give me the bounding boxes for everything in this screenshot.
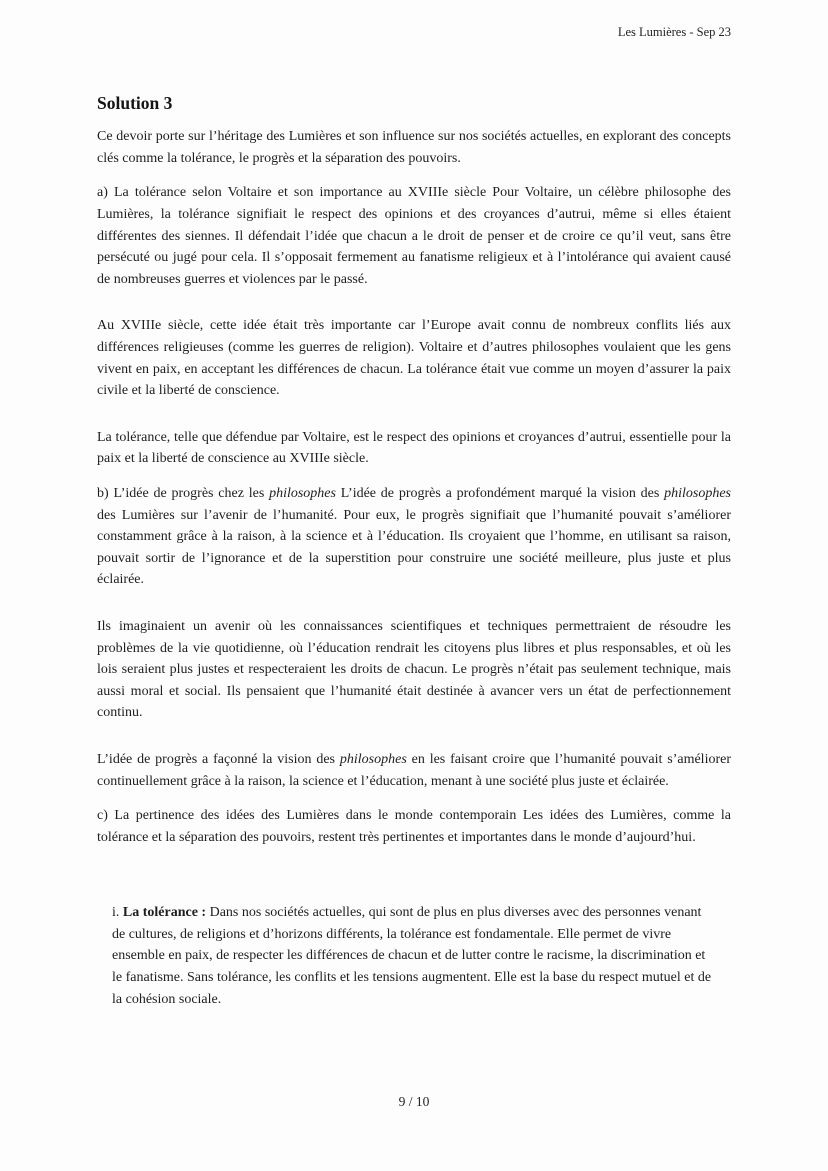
- paragraph-text: La tolérance :: [122, 905, 207, 921]
- document-content: [97, 94, 731, 1010]
- paragraph: [97, 427, 731, 470]
- paragraph-text: a) La tolérance selon Voltaire et son importance au XVIIIe siècle Pour Voltaire, un célèbre philosophe des Lumières, la tolérance signifiait le respect des opinions et des croyances d’autrui, même si elles étaient différentes des siennes. Il défendait l’idée que chacun a le droit de penser et de croire ce qu’il veut, sans être persécuté ou jugé pour cela. Il s’opposait fermement au fanatisme religieux et à l’intolérance qui avaient causé de nombreuses guerres et violences par le passé.: [97, 185, 731, 287]
- paragraph-text: en les faisant croire que l’humanité pouvait s’améliorer continuellement grâce à la raison, la science et l’éducation, menant à une société plus juste et éclairée.: [97, 751, 731, 789]
- page-header: [618, 24, 731, 40]
- paragraph: [97, 126, 731, 169]
- paragraph-text: La tolérance, telle que défendue par Voltaire, est le respect des opinions et croyances d’autrui, essentielle pour la paix et la liberté de conscience au XVIIIe siècle.: [97, 429, 731, 467]
- header-text: Les Lumières - Sep 23: [617, 25, 731, 39]
- paragraph: [97, 315, 731, 401]
- page-title: Solution 3: [97, 93, 173, 113]
- paragraph-text: Ils imaginaient un avenir où les connaissances scientifiques et techniques permettraient de résoudre les problèmes de la vie quotidienne, où l’éducation rendrait les citoyens plus libres et plus responsables, et où les lois seraient plus justes et respecteraient les droits de chacun. Le progrès n’était pas seulement technique, mais aussi moral et social. Ils pensaient que l’humanité était destinée à avancer vers un état de perfectionnement continu.: [97, 618, 731, 721]
- paragraph-text: des Lumières sur l’avenir de l’humanité. Pour eux, le progrès signifiait que l’humanité pouvait s’améliorer constamment grâce à la raison, à la science et à l’éducation. Ils croyaient que l’homme, en utilisant sa raison, pouvait sortir de l’ignorance et de la superstition pour construire une société meilleure, plus juste et plus éclairée.: [97, 507, 731, 588]
- paragraph-text: L’idée de progrès a façonné la vision des: [97, 751, 340, 767]
- paragraph-text: philosophes: [269, 485, 336, 501]
- paragraph-text: Dans nos sociétés actuelles, qui sont de plus en plus diverses avec des personnes venant de cultures, de religions et d’horizons différents, la tolérance est fondamentale. Elle permet de vivre ensemble en paix, de respecter les différences de chacun et de lutter contre le racisme, la discrimination et le fanatisme. Sans tolérance, les conflits et les tensions augmentent. Elle est la base du respect mutuel et de la cohésion sociale.: [112, 905, 712, 1007]
- paragraph-text: L’idée de progrès a profondément marqué la vision des: [335, 485, 665, 501]
- paragraph-text: philosophes: [664, 485, 731, 501]
- footer-page-number: 9 / 10: [398, 1094, 430, 1109]
- paragraph: [97, 749, 731, 792]
- document-body: [97, 126, 731, 1010]
- paragraph: [97, 483, 731, 591]
- paragraph-text: philosophes: [339, 751, 407, 767]
- paragraph-text: c) La pertinence des idées des Lumières dans le monde contemporain Les idées des Lumières, comme la tolérance et la séparation des pouvoirs, restent très pertinentes et importantes dans le monde d’aujourd’hui.: [97, 808, 731, 845]
- paragraph-text: i.: [112, 905, 123, 921]
- paragraph: [97, 182, 731, 290]
- page-footer: [0, 1094, 828, 1110]
- paragraph: [97, 805, 731, 848]
- paragraph: [112, 902, 713, 1010]
- paragraph-text: b) L’idée de progrès chez les: [97, 485, 270, 501]
- paragraph: [97, 616, 731, 724]
- paragraph-text: Ce devoir porte sur l’héritage des Lumières et son influence sur nos sociétés actuelles, en explorant des concepts clés comme la tolérance, le progrès et la séparation des pouvoirs.: [97, 129, 731, 166]
- paragraph-text: Au XVIIIe siècle, cette idée était très importante car l’Europe avait connu de nombreux conflits liés aux différences religieuses (comme les guerres de religion). Voltaire et d’autres philosophes voulaient que les gens vivent en paix, en acceptant les différences de chacun. La tolérance était vue comme un moyen d’assurer la paix civile et la liberté de conscience.: [97, 318, 731, 399]
